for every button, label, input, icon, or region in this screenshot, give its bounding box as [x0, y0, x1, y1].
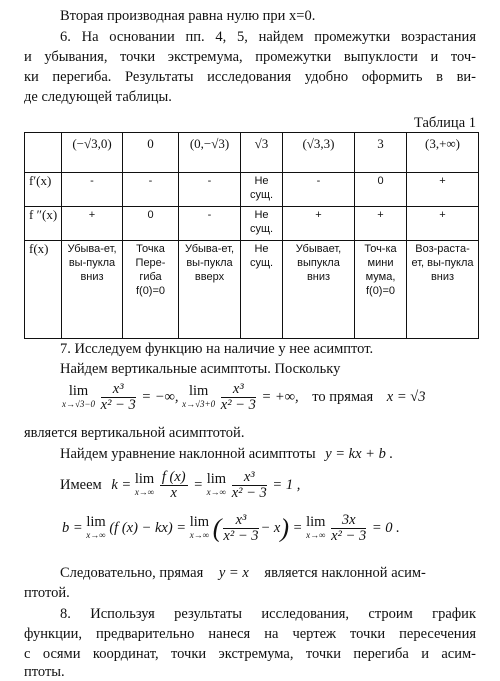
limit-2: lim x→√3+0 — [182, 383, 216, 409]
table-cell: Не сущ. — [241, 241, 283, 339]
fraction-x3-over-x2-3: $\frac{\text{x³}}{\text{x² − 3}}$ — [100, 381, 136, 413]
table-cell: Точка Пере-гиба f(0)=0 — [123, 241, 179, 339]
table-header-cell: (3,+∞) — [407, 133, 479, 173]
inclined-asymptote-text: Найдем уравнение наклонной асимптоты — [60, 446, 316, 462]
table-cell: 0 — [355, 173, 407, 207]
conclusion-equation: y = x — [218, 565, 249, 581]
table-cell: - — [179, 207, 241, 241]
limit-k-2: lim x→∞ — [206, 471, 227, 497]
table-cell: + — [407, 173, 479, 207]
table-cell: - — [179, 173, 241, 207]
limit-1-result: = −∞, — [141, 388, 179, 405]
fraction-x3-over-x2-3: $\frac{\text{x³}}{\text{x² − 3}}$ — [231, 469, 267, 501]
table-cell: 0 — [123, 207, 179, 241]
paragraph-7: 7. Исследуем функцию на наличие у нее асимптот. — [60, 341, 374, 357]
conclusion-text-2: является наклонной асим- — [264, 565, 426, 581]
k-result: = 1 , — [272, 476, 301, 493]
inclined-asymptote-equation: y = kx + b . — [325, 446, 394, 462]
k-symbol: k = — [111, 476, 132, 493]
fraction-fx-over-x: $\frac{f (x)}{x}$ — [161, 469, 186, 501]
paragraph-8-line-3: с осями координат, точки экстремума, точки перегиба и асим- — [24, 646, 476, 662]
conclusion-text-1: Следовательно, прямая — [60, 565, 204, 581]
limit-b-3: lim x→∞ — [306, 514, 326, 540]
paragraph-6-line-3: ки перегиба. Результаты исследования удобно оформить в ви- — [24, 69, 476, 85]
paragraph-8-line-2: функции, предварительно нанеся на чертеж точки пересечения — [24, 626, 476, 642]
limit-tail-text: то прямая — [312, 388, 374, 405]
paragraph-6-line-4: де следующей таблицы. — [24, 89, 172, 105]
k-lead-text: Имеем — [60, 476, 102, 493]
table-header-cell: √3 — [241, 133, 283, 173]
table-cell: Убывает, выпукла вниз — [283, 241, 355, 339]
analysis-table — [24, 132, 479, 339]
table-header-row — [25, 133, 479, 173]
inclined-asymptote-heading — [60, 446, 393, 463]
table-row-label: f ″(x) — [25, 207, 62, 241]
table-cell: + — [355, 207, 407, 241]
conclusion-line — [60, 565, 426, 582]
table-row-second-derivative — [25, 207, 479, 241]
table-header-cell: (0,−√3) — [179, 133, 241, 173]
table-cell: Не сущ. — [241, 207, 283, 241]
b-symbol: b = — [62, 519, 83, 536]
table-cell: Убыва-ет, вы-пукла вверх — [179, 241, 241, 339]
table-cell: - — [123, 173, 179, 207]
table-header-cell — [25, 133, 62, 173]
table-row-function — [25, 241, 479, 339]
paragraph-6-line-2: и убывания, точки экстремума, промежутки выпуклости и точ- — [24, 49, 476, 65]
limit-b-1: lim x→∞ — [86, 514, 106, 540]
limit-b-2: lim x→∞ — [189, 514, 210, 540]
table-cell: - — [283, 173, 355, 207]
limit-1: lim x→√3−0 — [62, 383, 96, 409]
table-cell: + — [407, 207, 479, 241]
paragraph-7-vertical: Найдем вертикальные асимптоты. Поскольку — [60, 361, 341, 377]
table-cell: + — [283, 207, 355, 241]
table-row-label: f(x) — [25, 241, 62, 339]
k-formula-line: Имеем k = lim x→∞ $\frac{f (x)}{x}$ = lim x→∞ $\frac{\text{x³}}{\text{x² − 3}}$ = 1 , — [60, 469, 301, 501]
table-cell: Воз-раста-ет, вы-пукла вниз — [407, 241, 479, 339]
vertical-asymptote-equation: x = √3 — [386, 388, 426, 405]
b-formula-line: b = lim x→∞ (f (x) − kx) = lim x→∞ ( $\frac{\text{x³}}{\text{x² − 3}}$ − x) = lim x→∞ $\frac{3x}{\text{x² − 3}}$ = 0 . — [62, 512, 400, 544]
fraction-3x-over-x2-3: $\frac{3x}{\text{x² − 3}}$ — [331, 512, 367, 544]
paragraph-second-derivative: Вторая производная равна нулю при x=0. — [60, 8, 316, 24]
paragraph-8-line-4: птоты. — [24, 664, 65, 680]
fraction-x3-over-x2-3: $\frac{\text{x³}}{\text{x² − 3}}$ — [223, 512, 259, 544]
limit-k-1: lim x→∞ — [134, 471, 155, 497]
conclusion-line-2: птотой. — [24, 585, 70, 601]
b-result: = 0 . — [371, 519, 400, 536]
table-row-first-derivative — [25, 173, 479, 207]
table-header-cell: (−√3,0) — [62, 133, 123, 173]
table-header-cell: 0 — [123, 133, 179, 173]
table-header-cell: 3 — [355, 133, 407, 173]
limit-line — [62, 382, 425, 413]
table-row-label: f′(x) — [25, 173, 62, 207]
paragraph-6-line-1: 6. На основании пп. 4, 5, найдем промежутки возрастания — [60, 29, 476, 45]
fraction-x3-over-x2-3: $\frac{\text{x³}}{\text{x² − 3}}$ — [220, 381, 256, 413]
table-caption: Таблица 1 — [413, 115, 476, 131]
vertical-asymptote-text: является вертикальной асимптотой. — [24, 425, 245, 441]
paragraph-8-line-1: 8. Используя результаты исследования, строим график — [60, 606, 476, 622]
table-cell: Не сущ. — [241, 173, 283, 207]
table-header-cell: (√3,3) — [283, 133, 355, 173]
table-cell: - — [62, 173, 123, 207]
table-cell: Убыва-ет, вы-пукла вниз — [62, 241, 123, 339]
limit-2-result: = +∞, — [261, 388, 299, 405]
table-cell: Точ-ка мини мума, f(0)=0 — [355, 241, 407, 339]
table-cell: + — [62, 207, 123, 241]
